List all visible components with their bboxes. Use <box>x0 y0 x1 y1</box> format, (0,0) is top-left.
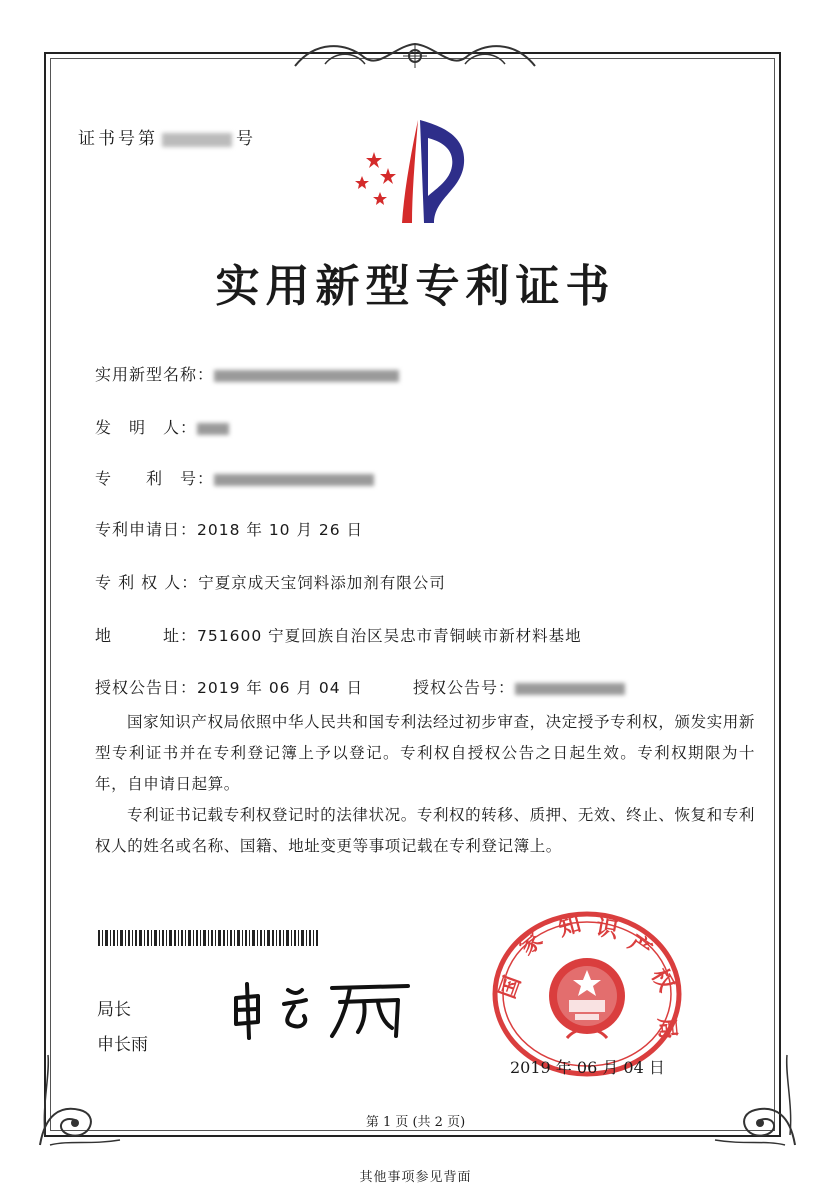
grant-number-label: 授权公告号： <box>413 678 516 697</box>
top-ornament <box>285 36 545 76</box>
grant-date-label: 授权公告日： <box>95 678 198 697</box>
certificate-number <box>78 124 256 149</box>
patent-office-emblem-icon <box>352 118 482 228</box>
patentee-value: 宁夏京成天宝饲料添加剂有限公司 <box>198 574 446 592</box>
svg-text:识: 识 <box>593 915 620 944</box>
redacted-model-name <box>214 370 399 382</box>
notice-paragraph-2: 专利证书记载专利权登记时的法律状况。专利权的转移、质押、无效、终止、恢复和专利权人的姓名或名称、国籍、地址变更等事项记载在专利登记簿上。 <box>95 806 755 855</box>
bottom-left-ornament <box>30 1045 140 1155</box>
inventor-label: 发 明 人： <box>95 418 198 437</box>
signatory-title: 局长 <box>97 1000 131 1020</box>
grant-date-row <box>95 675 363 698</box>
handwritten-signature <box>228 980 418 1040</box>
page-number: 第 1 页 (共 2 页) <box>365 1115 466 1130</box>
patentee-row <box>95 570 446 593</box>
redacted-inventor <box>197 423 229 435</box>
seal-date: 2019 年 06 月 04 日 <box>510 1058 665 1077</box>
application-date-row <box>95 517 363 540</box>
signatory-name: 申长雨 <box>97 1035 148 1055</box>
redacted-number <box>162 133 232 147</box>
address-value: 751600 宁夏回族自治区吴忠市青铜峡市新材料基地 <box>197 627 582 645</box>
svg-text:权: 权 <box>645 964 679 997</box>
certificate-number-suffix: 号 <box>236 129 256 149</box>
utility-model-name-row <box>95 362 399 385</box>
svg-text:国: 国 <box>495 972 527 1003</box>
patent-number-row <box>95 466 374 489</box>
patentee-label: 专 利 权 人： <box>95 573 199 592</box>
redacted-patent-number <box>214 474 374 486</box>
address-row <box>95 623 582 646</box>
application-date-value: 2018 年 10 月 26 日 <box>197 521 364 539</box>
footer-note: 其他事项参见背面 <box>359 1170 472 1185</box>
svg-text:知: 知 <box>556 911 584 942</box>
application-date-label: 专利申请日： <box>95 520 198 539</box>
svg-text:局: 局 <box>653 1016 680 1041</box>
grant-number-row <box>413 675 625 698</box>
svg-text:家: 家 <box>514 927 548 961</box>
grant-date-value: 2019 年 06 月 04 日 <box>197 679 364 697</box>
address-label: 地 址： <box>95 626 198 645</box>
bottom-right-ornament <box>695 1045 805 1155</box>
notice-paragraph-1: 国家知识产权局依照中华人民共和国专利法经过初步审查，决定授予专利权，颁发实用新型专利证书并在专利登记簿上予以登记。专利权自授权公告之日起生效。专利权期限为十年，自申请日起算。 <box>95 713 755 793</box>
redacted-grant-number <box>515 683 625 695</box>
document-title: 实用新型专利证书 <box>215 261 616 312</box>
patent-number-label: 专 利 号： <box>95 469 215 488</box>
utility-model-name-label: 实用新型名称： <box>95 365 215 384</box>
barcode <box>98 930 318 946</box>
svg-text:产: 产 <box>623 930 656 964</box>
certificate-number-prefix: 证书号第 <box>78 129 158 149</box>
inventor-row <box>95 415 229 438</box>
